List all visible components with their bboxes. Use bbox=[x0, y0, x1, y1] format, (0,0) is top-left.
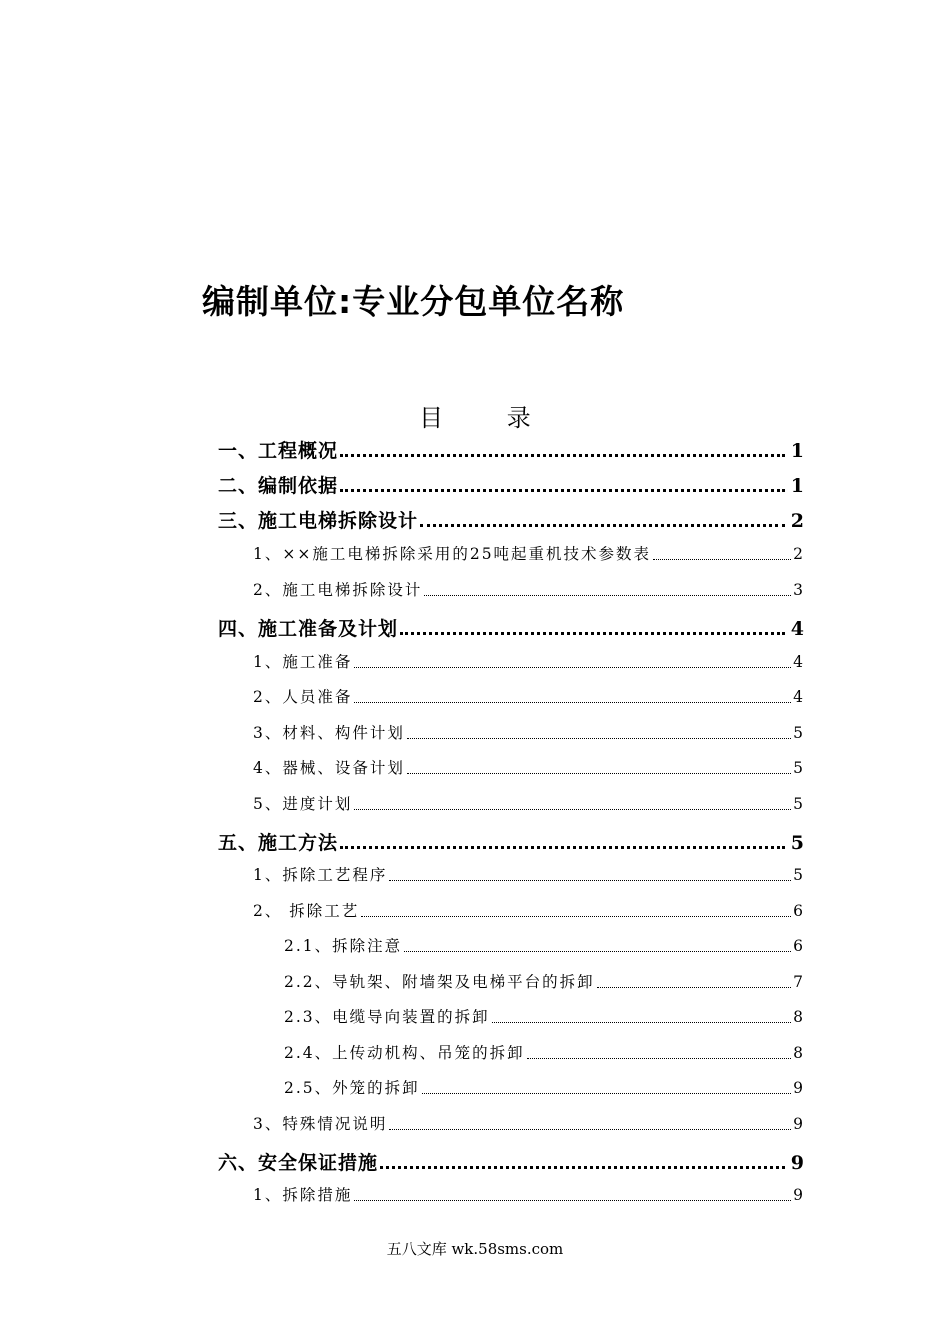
toc-entry-page: 7 bbox=[793, 973, 805, 991]
toc-leader-dots bbox=[653, 559, 791, 560]
toc-leader-dots bbox=[340, 846, 785, 849]
toc-entry-label: 2.2、导轨架、附墙架及电梯平台的拆卸 bbox=[284, 973, 595, 991]
toc-entry[interactable] bbox=[253, 685, 805, 709]
toc-leader-dots bbox=[420, 524, 785, 527]
toc-entry-label: 2.5、外笼的拆卸 bbox=[284, 1079, 420, 1097]
toc-entry-label: 1、拆除措施 bbox=[253, 1186, 353, 1204]
toc-entry-page: 9 bbox=[793, 1115, 805, 1133]
toc-entry-label: 2.1、拆除注意 bbox=[284, 937, 403, 955]
toc-entry-page: 9 bbox=[793, 1079, 805, 1097]
toc-leader-dots bbox=[492, 1022, 791, 1023]
toc-entry[interactable] bbox=[253, 756, 805, 780]
toc-entry-label: 2.4、上传动机构、吊笼的拆卸 bbox=[284, 1044, 525, 1062]
toc-entry[interactable] bbox=[253, 650, 805, 674]
toc-entry-page: 5 bbox=[793, 759, 805, 777]
toc-entry[interactable] bbox=[284, 934, 805, 958]
toc-entry-page: 2 bbox=[793, 545, 805, 563]
toc-leader-dots bbox=[527, 1058, 791, 1059]
toc-entry-label: 3、材料、构件计划 bbox=[253, 724, 405, 742]
toc-entry-page: 4 bbox=[790, 618, 805, 640]
toc-leader-dots bbox=[389, 880, 791, 881]
toc-entry-label: 2.3、电缆导向装置的拆卸 bbox=[284, 1008, 490, 1026]
toc-entry-page: 1 bbox=[790, 475, 805, 497]
toc-leader-dots bbox=[404, 951, 791, 952]
toc-entry[interactable] bbox=[253, 1183, 805, 1207]
toc-entry-label: 3、特殊情况说明 bbox=[253, 1115, 388, 1133]
toc-leader-dots bbox=[354, 809, 791, 810]
toc-entry[interactable] bbox=[253, 578, 805, 602]
toc-heading: 目 录 bbox=[419, 404, 559, 432]
toc-leader-dots bbox=[380, 1166, 785, 1169]
toc-leader-dots bbox=[422, 1093, 791, 1094]
toc-leader-dots bbox=[389, 1129, 791, 1130]
toc-leader-dots bbox=[361, 916, 791, 917]
toc-entry-label: 2、人员准备 bbox=[253, 688, 353, 706]
organization-title: 编制单位:专业分包单位名称 bbox=[202, 282, 625, 321]
toc-entry-page: 4 bbox=[793, 653, 805, 671]
toc-leader-dots bbox=[597, 987, 791, 988]
toc-leader-dots bbox=[424, 595, 791, 596]
toc-entry-page: 5 bbox=[793, 866, 805, 884]
toc-entry-label: 二、编制依据 bbox=[218, 475, 339, 497]
toc-entry-page: 6 bbox=[793, 902, 805, 920]
toc-leader-dots bbox=[340, 454, 785, 457]
toc-entry[interactable] bbox=[218, 436, 805, 464]
toc-entry-page: 5 bbox=[793, 724, 805, 742]
toc-entry-page: 1 bbox=[790, 440, 805, 462]
toc-leader-dots bbox=[354, 1200, 791, 1201]
toc-entry-label: 三、施工电梯拆除设计 bbox=[218, 510, 419, 532]
toc-entry-label: 五、施工方法 bbox=[218, 832, 339, 854]
toc-leader-dots bbox=[354, 702, 791, 703]
toc-entry-label: 六、安全保证措施 bbox=[218, 1152, 379, 1174]
toc-entry-page: 5 bbox=[793, 795, 805, 813]
toc-entry[interactable] bbox=[253, 1112, 805, 1136]
toc-entry-page: 4 bbox=[793, 688, 805, 706]
toc-entry-page: 8 bbox=[793, 1008, 805, 1026]
toc-leader-dots bbox=[340, 489, 785, 492]
toc-entry-page: 6 bbox=[793, 937, 805, 955]
toc-entry-page: 3 bbox=[793, 581, 805, 599]
toc-entry-page: 8 bbox=[793, 1044, 805, 1062]
toc-entry[interactable] bbox=[218, 506, 805, 534]
toc-entry-label: 2、 拆除工艺 bbox=[253, 902, 360, 920]
toc-entry[interactable] bbox=[284, 1076, 805, 1100]
toc-entry[interactable] bbox=[284, 1041, 805, 1065]
toc-leader-dots bbox=[407, 773, 791, 774]
toc-entry-label: 四、施工准备及计划 bbox=[218, 618, 399, 640]
toc-entry-page: 9 bbox=[790, 1152, 805, 1174]
toc-entry[interactable] bbox=[284, 970, 805, 994]
toc-entry-label: 4、器械、设备计划 bbox=[253, 759, 405, 777]
toc-entry[interactable] bbox=[253, 899, 805, 923]
toc-entry-page: 5 bbox=[790, 832, 805, 854]
toc-entry-label: 1、××施工电梯拆除采用的25吨起重机技术参数表 bbox=[253, 545, 652, 563]
toc-entry[interactable] bbox=[218, 471, 805, 499]
page-footer: 五八文库 wk.58sms.com bbox=[386, 1240, 564, 1258]
toc-entry[interactable] bbox=[218, 1148, 805, 1176]
toc-entry[interactable] bbox=[253, 721, 805, 745]
toc-entry[interactable] bbox=[218, 828, 805, 856]
toc-entry-label: 一、工程概况 bbox=[218, 440, 339, 462]
toc-entry[interactable] bbox=[218, 614, 805, 642]
toc-entry-label: 1、施工准备 bbox=[253, 653, 353, 671]
toc-entry-page: 9 bbox=[793, 1186, 805, 1204]
toc-entry[interactable] bbox=[253, 863, 805, 887]
toc-entry-label: 1、拆除工艺程序 bbox=[253, 866, 388, 884]
toc-entry[interactable] bbox=[284, 1005, 805, 1029]
toc-leader-dots bbox=[407, 738, 791, 739]
toc-entry[interactable] bbox=[253, 542, 805, 566]
toc-entry-label: 5、进度计划 bbox=[253, 795, 353, 813]
toc-leader-dots bbox=[354, 667, 791, 668]
toc-leader-dots bbox=[400, 632, 785, 635]
toc-entry-page: 2 bbox=[790, 510, 805, 532]
toc-entry-label: 2、施工电梯拆除设计 bbox=[253, 581, 423, 599]
toc-entry[interactable] bbox=[253, 792, 805, 816]
